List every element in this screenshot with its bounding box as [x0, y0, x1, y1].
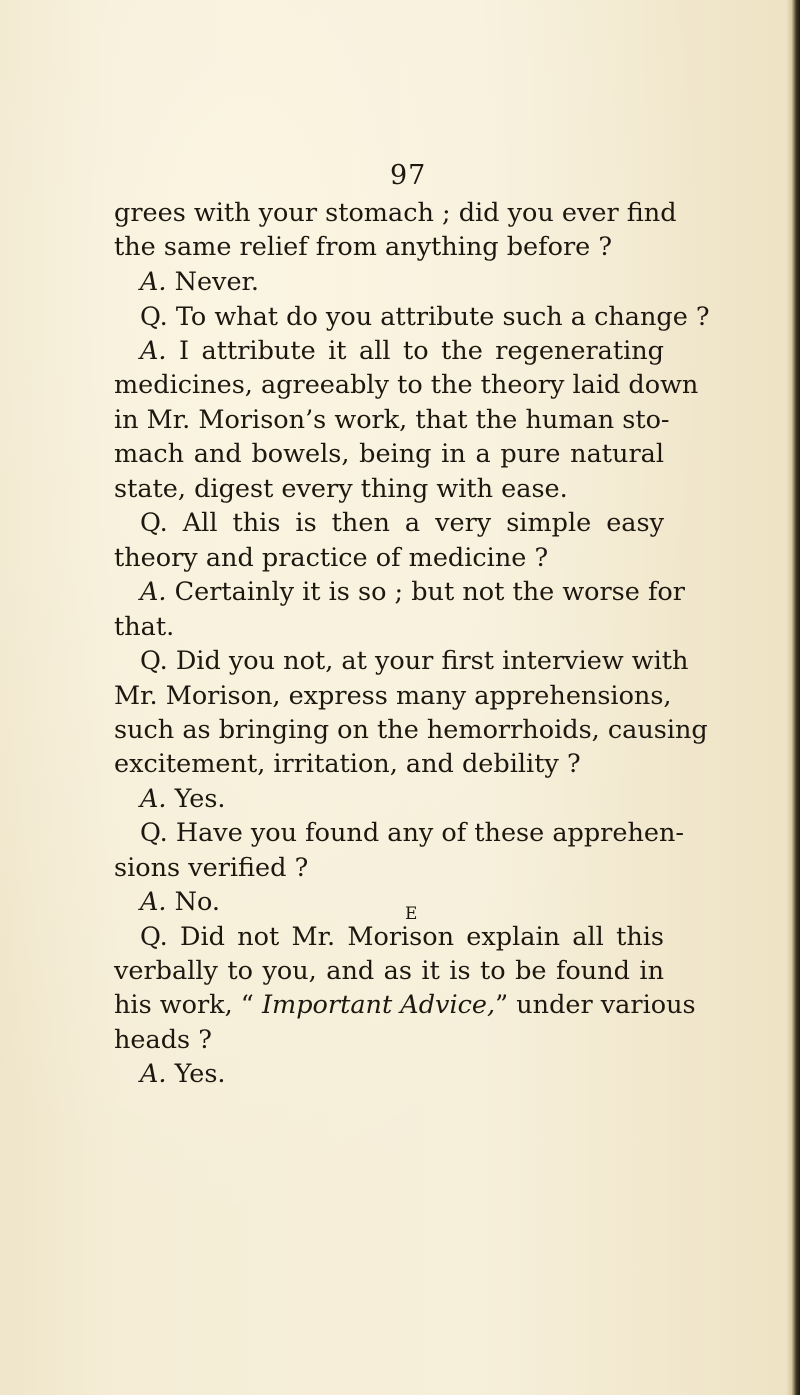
page-edge-shadow — [786, 0, 800, 1395]
text-line: Q. Have you found any of these apprehen- — [140, 818, 685, 848]
text-line: heads ? — [114, 1025, 212, 1055]
question-label: Q. — [140, 922, 168, 952]
text-line: theory and practice of medicine ? — [114, 543, 549, 573]
answer-label: A. — [140, 784, 167, 814]
page-number: 97 — [390, 160, 427, 191]
text-line: Mr. Morison, express many apprehensions, — [114, 681, 672, 711]
answer-label: A. — [140, 887, 167, 917]
question-label: Q. — [140, 818, 168, 848]
text-line: Q. To what do you attribute such a change ? — [140, 302, 710, 332]
text-line: his work, “ Important Advice,” under various — [114, 990, 696, 1020]
text-line: verbally to you, and as it is to be found in — [114, 956, 664, 986]
text-line: Q. Did not Mr. Morison explain all this — [140, 922, 664, 952]
text-line: A. Never. — [140, 267, 260, 297]
answer-label: A. — [140, 1059, 167, 1089]
text-line: state, digest every thing with ease. — [114, 474, 568, 504]
text-line: mach and bowels, being in a pure natural — [114, 439, 664, 469]
question-label: Q. — [140, 508, 168, 538]
text-line: Q. All this is then a very simple easy — [140, 508, 664, 538]
signature-mark: E — [405, 904, 419, 924]
text-line: A. Certainly it is so ; but not the worse for — [140, 577, 685, 607]
text-line: grees with your stomach ; did you ever find — [114, 198, 677, 228]
text-line: Q. Did you not, at your first interview with — [140, 646, 689, 676]
text-line: the same relief from anything before ? — [114, 232, 612, 262]
answer-label: A. — [140, 267, 167, 297]
text-line: excitement, irritation, and debility ? — [114, 749, 581, 779]
text-line: that. — [114, 612, 175, 642]
book-title: Important Advice, — [261, 990, 496, 1020]
question-label: Q. — [140, 646, 168, 676]
text-line: A. I attribute it all to the regenerating — [140, 336, 664, 366]
text-line: such as bringing on the hemorrhoids, causing — [114, 715, 708, 745]
text-line: A. Yes. — [140, 1059, 226, 1089]
answer-label: A. — [140, 336, 167, 366]
text-line: A. No. — [140, 887, 220, 917]
answer-label: A. — [140, 577, 167, 607]
text-line: in Mr. Morison’s work, that the human sto- — [114, 405, 670, 435]
text-line: sions verified ? — [114, 853, 309, 883]
text-line: medicines, agreeably to the theory laid down — [114, 370, 699, 400]
text-line: A. Yes. — [140, 784, 226, 814]
question-label: Q. — [140, 302, 168, 332]
